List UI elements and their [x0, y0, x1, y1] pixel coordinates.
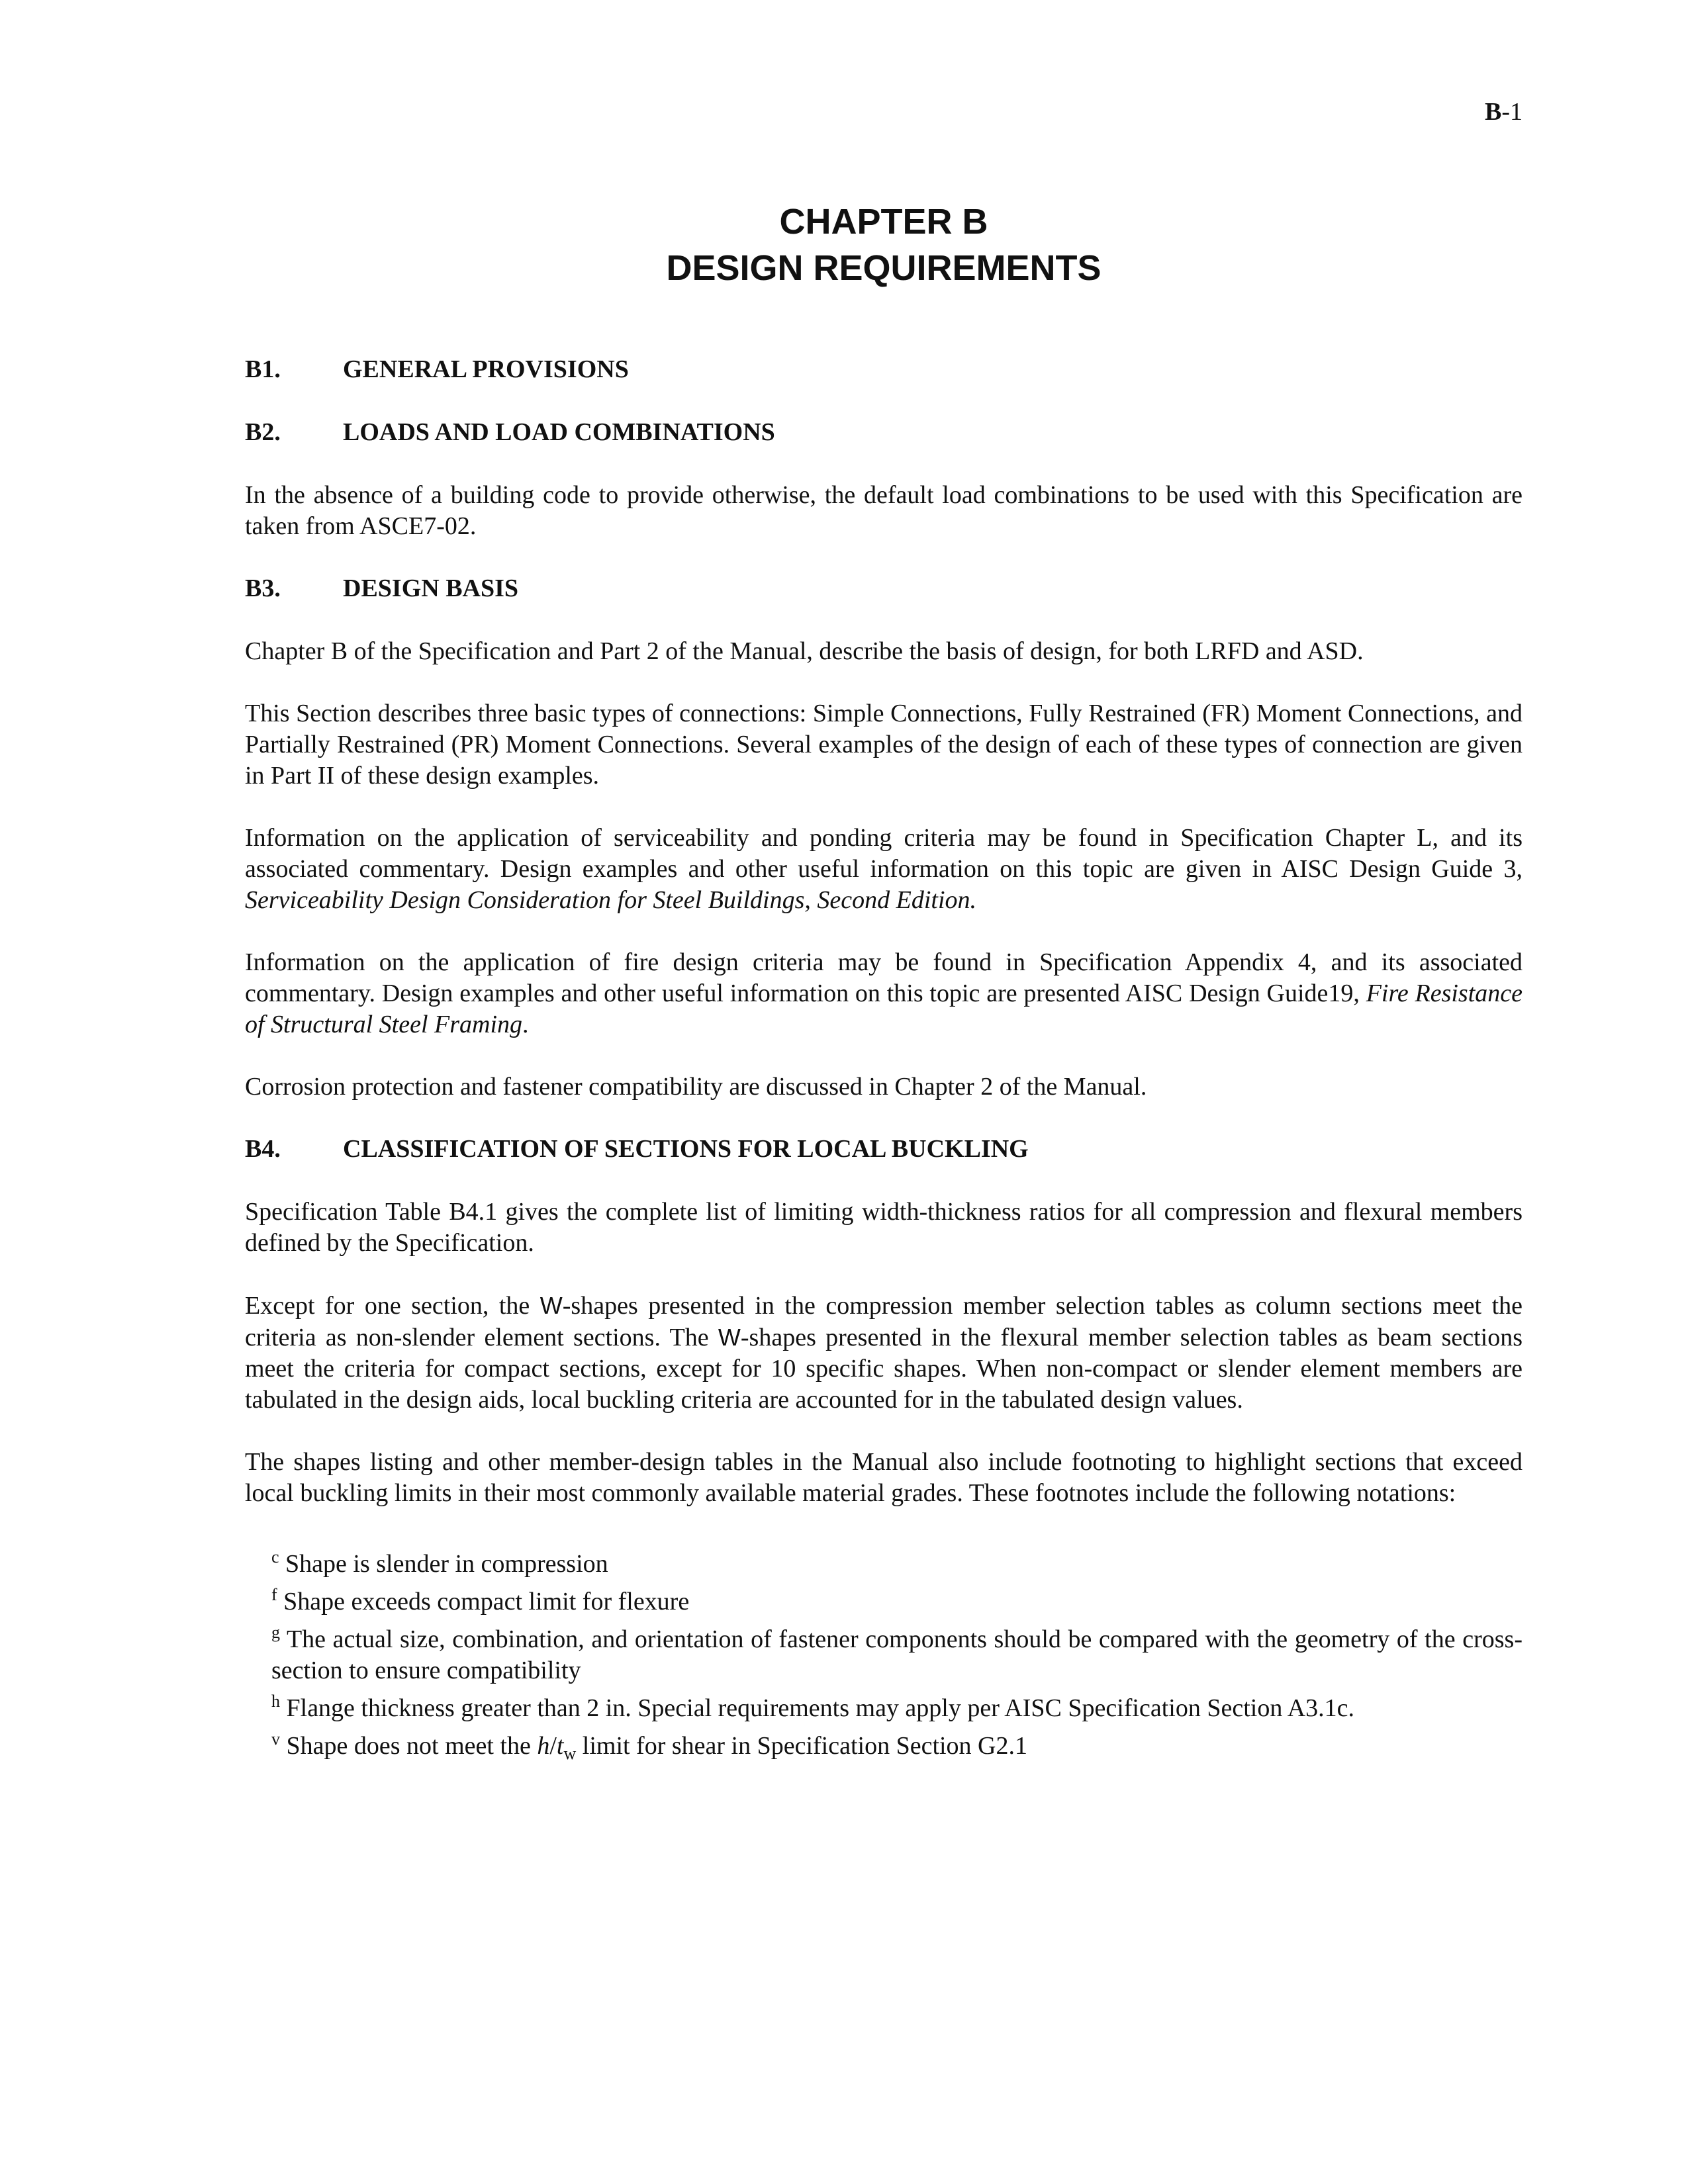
notation-mark: c — [271, 1547, 279, 1567]
w-shape-letter: W — [539, 1292, 563, 1319]
paragraph: This Section describes three basic types of connections: Simple Connections, Fully Restrained (FR) Moment Connections, and Partially Restrained (PR) Moment Connections. Several examples of the design of each of these types of connection are given in Part II of these design examples. — [245, 700, 1523, 790]
notation-item — [271, 1586, 1523, 1617]
notation-text: Shape exceeds compact limit for flexure — [283, 1588, 690, 1615]
notation-item — [271, 1624, 1523, 1686]
notation-item — [271, 1549, 1523, 1580]
section-title: DESIGN BASIS — [343, 574, 519, 602]
footnote-notation-list — [271, 1549, 1523, 1762]
paragraph — [245, 823, 1523, 916]
chapter-title-line2: DESIGN REQUIREMENTS — [666, 248, 1102, 288]
paragraph: Specification Table B4.1 gives the complete list of limiting width-thickness ratios for all compression and flexural members defined by the Specification. — [245, 1198, 1523, 1257]
page-suffix: -1 — [1501, 98, 1523, 126]
section-heading-b2 — [245, 417, 1523, 448]
paragraph-text: -shapes presented in the flexural member selection tables as beam sections meet the criteria for compact sections, except for 10 specific shapes. When non-compact or slender element members are tabulated in the design aids, local buckling criteria are accounted for in the tabulated design values. — [245, 1324, 1523, 1414]
section-heading-b3 — [245, 573, 1523, 604]
paragraph — [245, 947, 1523, 1040]
notation-text: Flange thickness greater than 2 in. Special requirements may apply per AISC Specification Section A3.1c. — [286, 1694, 1355, 1722]
notation-item — [271, 1693, 1523, 1724]
notation-mark: g — [271, 1623, 280, 1642]
notation-text: The actual size, combination, and orientation of fastener components should be compared with the geometry of the cross-section to ensure compatibility — [271, 1625, 1523, 1684]
section-title: GENERAL PROVISIONS — [343, 355, 629, 383]
section-number: B2. — [245, 418, 281, 446]
section-heading-b4 — [245, 1134, 1523, 1165]
paragraph: The shapes listing and other member-design tables in the Manual also include footnoting to highlight sections that exceed local buckling limits in their most commonly available material grades. These footnotes include the following notations: — [245, 1448, 1523, 1507]
section-number: B1. — [245, 355, 281, 383]
notation-text: Shape does not meet the — [286, 1732, 538, 1760]
section-title: CLASSIFICATION OF SECTIONS FOR LOCAL BUCKLING — [343, 1135, 1029, 1163]
paragraph-text: . — [522, 1011, 529, 1038]
symbol-h: h — [537, 1732, 550, 1760]
paragraph-text: Information on the application of fire design criteria may be found in Specification Appendix 4, and its associated commentary. Design examples and other useful information on this topic are presented AISC Design Guide19, — [245, 948, 1523, 1007]
chapter-title-line1: CHAPTER B — [779, 202, 988, 242]
notation-item — [271, 1731, 1523, 1762]
w-shape-letter: W — [718, 1324, 741, 1351]
symbol-t: t — [556, 1732, 564, 1760]
section-number: B4. — [245, 1135, 281, 1163]
section-title: LOADS AND LOAD COMBINATIONS — [343, 418, 775, 446]
paragraph-text: -shapes presented in the compression member selection tables as column sections meet the criteria as non-slender element sections. The — [245, 1292, 1523, 1351]
symbol-slash: / — [549, 1732, 557, 1760]
paragraph: In the absence of a building code to provide otherwise, the default load combinations to be used with this Specification are taken from ASCE7-02. — [245, 481, 1523, 540]
notation-mark: h — [271, 1692, 280, 1711]
publication-title: Fire Resistance of Structural Steel Framing — [245, 979, 1523, 1038]
notation-text: Shape is slender in compression — [285, 1550, 608, 1578]
notation-mark: f — [271, 1585, 277, 1604]
page-letter: B — [1484, 98, 1502, 126]
section-heading-b1 — [245, 354, 1523, 385]
notation-text: limit for shear in Specification Section G2.1 — [576, 1732, 1028, 1760]
document-body — [245, 354, 1523, 1768]
paragraph-text: Except for one section, the — [245, 1292, 540, 1320]
notation-mark: v — [271, 1729, 280, 1749]
publication-title: Serviceability Design Consideration for Steel Buildings, Second Edition. — [245, 886, 977, 914]
section-number: B3. — [245, 574, 281, 602]
symbol-subscript-w: w — [563, 1744, 577, 1763]
paragraph — [245, 1290, 1523, 1416]
page-number — [1485, 99, 1523, 124]
paragraph: Chapter B of the Specification and Part 2 of the Manual, describe the basis of design, for both LRFD and ASD. — [245, 637, 1364, 665]
paragraph-text: Information on the application of serviceability and ponding criteria may be found in Specification Chapter L, and its associated commentary. Design examples and other useful information on this topic are given in AISC Design Guide 3, — [245, 824, 1523, 883]
chapter-title — [245, 199, 1523, 291]
paragraph: Corrosion protection and fastener compatibility are discussed in Chapter 2 of the Manual. — [245, 1073, 1147, 1101]
